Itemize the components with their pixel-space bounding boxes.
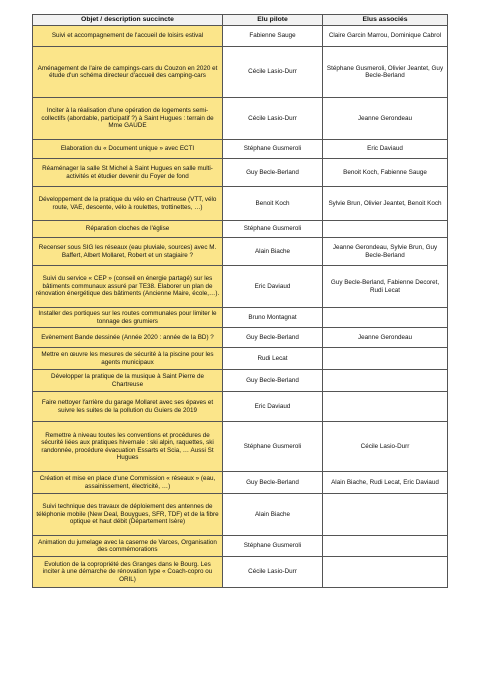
associes-cell: Jeanne Gerondeau, Sylvie Brun, Guy Becle-Berland <box>323 238 448 266</box>
objet-cell: Installer des portiques sur les routes communales pour limiter le tonnage des grumiers <box>33 308 223 328</box>
objet-cell: Elaboration du « Document unique » avec ECTI <box>33 140 223 159</box>
associes-cell <box>323 557 448 588</box>
associes-cell <box>323 494 448 536</box>
header-elus-associes: Elus associés <box>323 15 448 26</box>
table-row <box>33 557 448 588</box>
associes-cell <box>323 370 448 392</box>
table-row <box>33 140 448 159</box>
associes-cell <box>323 392 448 422</box>
associes-cell <box>323 221 448 238</box>
objet-cell: Création et mise en place d'une Commission « réseaux » (eau, assainissement, électricité, …) <box>33 472 223 494</box>
associes-cell: Eric Daviaud <box>323 140 448 159</box>
table-row <box>33 472 448 494</box>
pilote-cell: Guy Becle-Berland <box>223 370 323 392</box>
associes-cell: Guy Becle-Berland, Fabienne Decoret, Rudi Lecat <box>323 266 448 308</box>
pilote-cell: Guy Becle-Berland <box>223 159 323 187</box>
objet-cell: Animation du jumelage avec la caserne de Varces, Organisation des commémorations <box>33 536 223 557</box>
objet-cell: Evènement Bande dessinée (Année 2020 : année de la BD) ? <box>33 328 223 348</box>
table-row <box>33 221 448 238</box>
associes-cell: Alain Biache, Rudi Lecat, Eric Daviaud <box>323 472 448 494</box>
pilote-cell: Eric Daviaud <box>223 392 323 422</box>
table-row <box>33 238 448 266</box>
associes-cell <box>323 308 448 328</box>
assignments-table <box>32 14 448 588</box>
objet-cell: Remettre à niveau toutes les conventions et procédures de sécurité liées aux pratiques hivernale : ski alpin, raquettes, ski randonnée, procédure évacuation Essarts et Scia, … Aussi St Hugues <box>33 422 223 472</box>
pilote-cell: Cécile Lasio-Durr <box>223 98 323 140</box>
associes-cell: Benoit Koch, Fabienne Sauge <box>323 159 448 187</box>
pilote-cell: Cécile Lasio-Durr <box>223 557 323 588</box>
pilote-cell: Alain Biache <box>223 494 323 536</box>
header-elu-pilote: Elu pilote <box>223 15 323 26</box>
table-row <box>33 494 448 536</box>
pilote-cell: Fabienne Sauge <box>223 26 323 47</box>
associes-cell: Claire Garcin Marrou, Dominique Cabrol <box>323 26 448 47</box>
objet-cell: Mettre en œuvre les mesures de sécurité à la piscine pour les agents municipaux <box>33 348 223 370</box>
table-row <box>33 422 448 472</box>
table-row <box>33 328 448 348</box>
pilote-cell: Stéphane Gusmeroli <box>223 536 323 557</box>
pilote-cell: Stéphane Gusmeroli <box>223 422 323 472</box>
pilote-cell: Cécile Lasio-Durr <box>223 47 323 98</box>
table-row <box>33 187 448 221</box>
pilote-cell: Guy Becle-Berland <box>223 328 323 348</box>
objet-cell: Développer la pratique de la musique à Saint Pierre de Chartreuse <box>33 370 223 392</box>
pilote-cell: Stéphane Gusmeroli <box>223 221 323 238</box>
header-objet: Objet / description succincte <box>33 15 223 26</box>
pilote-cell: Benoit Koch <box>223 187 323 221</box>
objet-cell: Recenser sous SIG les réseaux (eau pluviale, sources) avec M. Baffert, Albert Mollaret, Robert et un stagiaire ? <box>33 238 223 266</box>
pilote-cell: Guy Becle-Berland <box>223 472 323 494</box>
objet-cell: Suivi du service « CEP » (conseil en énergie partagé) sur les bâtiments communaux assuré par TE38. Elaborer un plan de rénovation énergétique des bâtiments (Ancienne Maire, école,…). <box>33 266 223 308</box>
pilote-cell: Bruno Montagnat <box>223 308 323 328</box>
table-row <box>33 26 448 47</box>
table-row <box>33 47 448 98</box>
objet-cell: Réaménager la salle St Michel à Saint Hugues en salle multi-activités et étudier devenir du Foyer de fond <box>33 159 223 187</box>
associes-cell: Sylvie Brun, Olivier Jeantet, Benoit Koch <box>323 187 448 221</box>
table-row <box>33 159 448 187</box>
pilote-cell: Stéphane Gusmeroli <box>223 140 323 159</box>
table-row <box>33 536 448 557</box>
objet-cell: Inciter à la réalisation d'une opération de logements semi-collectifs (abordable, participatif ?) à Saint Hugues : terrain de Mme GAUDE <box>33 98 223 140</box>
table-header-row <box>33 15 448 26</box>
table-row <box>33 348 448 370</box>
table-row <box>33 392 448 422</box>
objet-cell: Aménagement de l'aire de campings-cars du Couzon en 2020 et étude d'un schéma directeur d'accueil des camping-cars <box>33 47 223 98</box>
objet-cell: Suivi et accompagnement de l'accueil de loisirs estival <box>33 26 223 47</box>
objet-cell: Faire nettoyer l'arrière du garage Mollaret avec ses épaves et suivre les suites de la pollution du Guiers de 2019 <box>33 392 223 422</box>
table-row <box>33 308 448 328</box>
associes-cell <box>323 348 448 370</box>
associes-cell: Cécile Lasio-Durr <box>323 422 448 472</box>
document-page <box>32 14 447 588</box>
table-row <box>33 266 448 308</box>
pilote-cell: Alain Biache <box>223 238 323 266</box>
table-row <box>33 98 448 140</box>
associes-cell: Stéphane Gusmeroli, Olivier Jeantet, Guy Becle-Berland <box>323 47 448 98</box>
pilote-cell: Rudi Lecat <box>223 348 323 370</box>
pilote-cell: Eric Daviaud <box>223 266 323 308</box>
objet-cell: Evolution de la copropriété des Granges dans le Bourg. Les inciter à une démarche de rénovation type « Coach-copro ou ORIL) <box>33 557 223 588</box>
table-row <box>33 370 448 392</box>
associes-cell: Jeanne Gerondeau <box>323 98 448 140</box>
associes-cell <box>323 536 448 557</box>
objet-cell: Développement de la pratique du vélo en Chartreuse (VTT, vélo route, VAE, descente, vélo à roulettes, trottinettes, …) <box>33 187 223 221</box>
associes-cell: Jeanne Gerondeau <box>323 328 448 348</box>
objet-cell: Suivi technique des travaux de déploiement des antennes de téléphonie mobile (New Deal, Bouygues, SFR, TDF) et de la fibre optique et haut débit (Département Isère) <box>33 494 223 536</box>
objet-cell: Réparation cloches de l'église <box>33 221 223 238</box>
